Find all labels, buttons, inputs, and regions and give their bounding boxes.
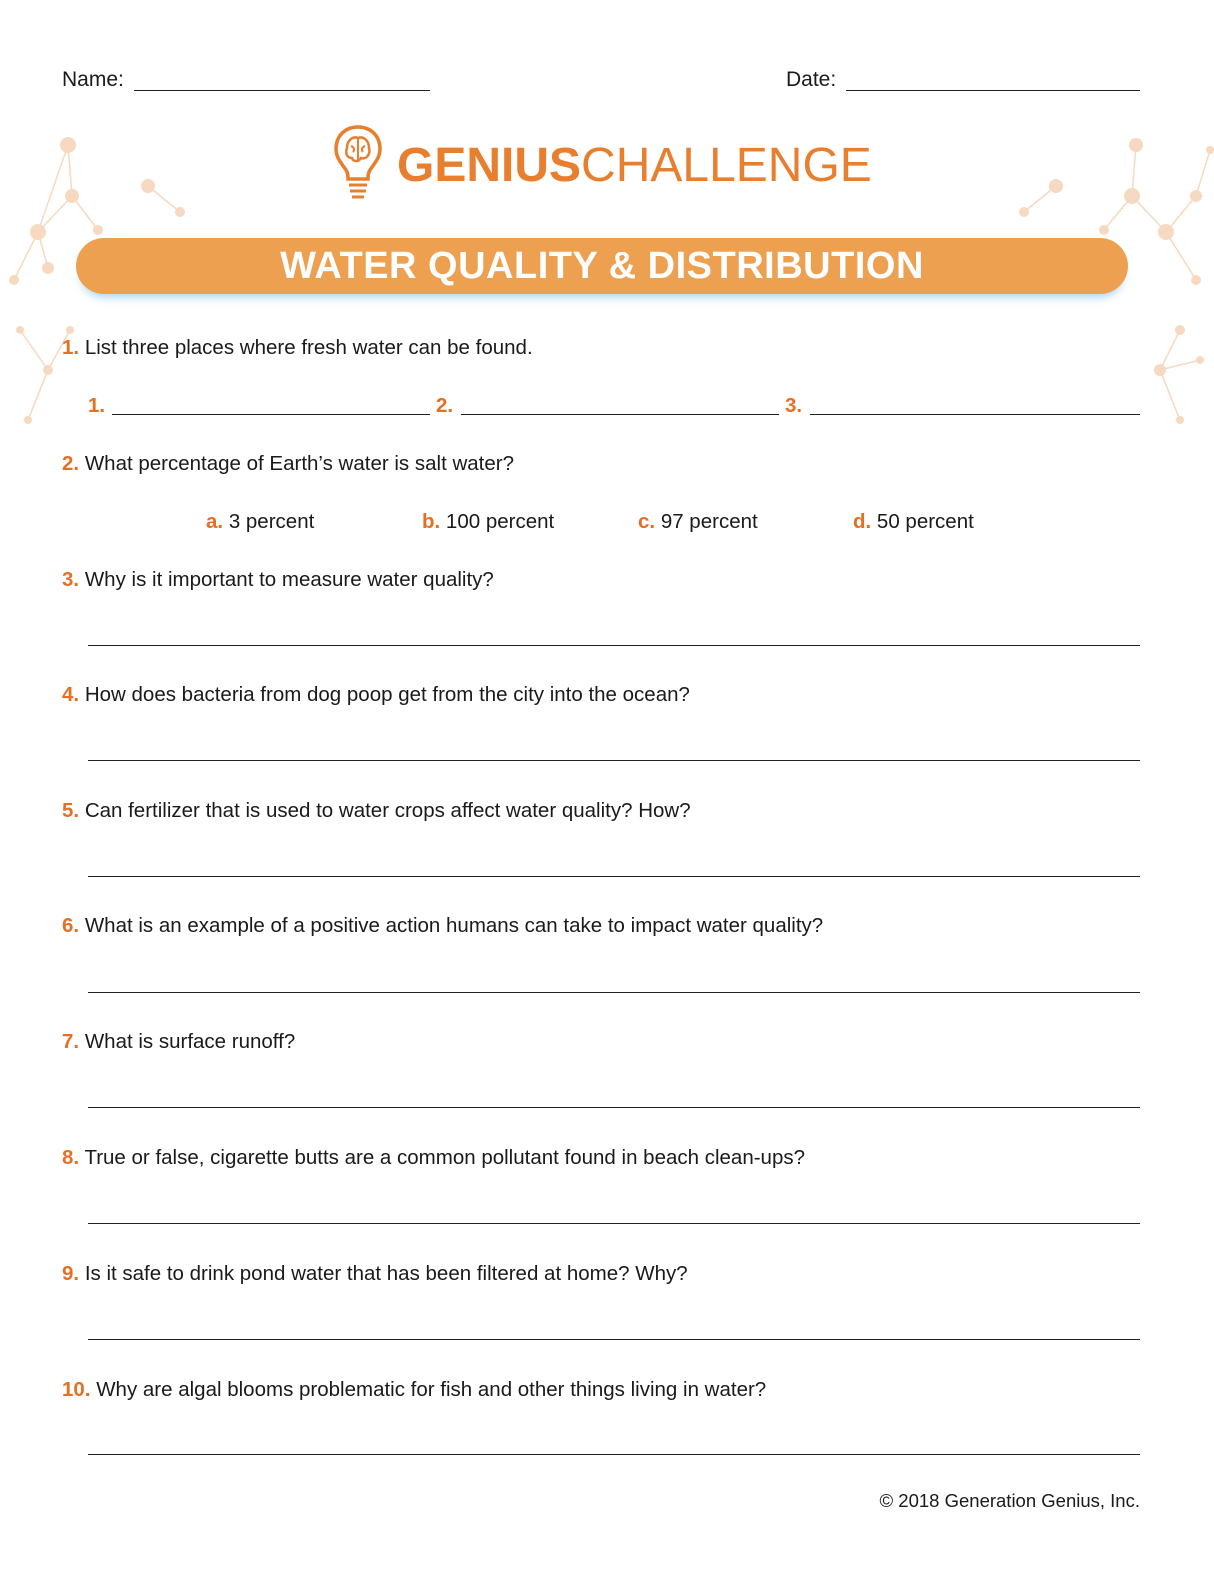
option-letter: c. (638, 510, 656, 533)
question-number: 3. (62, 568, 80, 591)
question-2 (62, 452, 514, 476)
lightbulb-brain-icon (333, 124, 383, 204)
question-number: 9. (62, 1262, 80, 1285)
question-number: 7. (62, 1030, 80, 1053)
question-text: True or false, cigarette butts are a common pollutant found in beach clean-ups? (84, 1146, 806, 1169)
question-text: Why is it important to measure water quality? (84, 568, 494, 591)
question-text: What is an example of a positive action humans can take to impact water quality? (84, 914, 824, 937)
question-10 (62, 1378, 766, 1402)
title-banner: WATER QUALITY & DISTRIBUTION (76, 238, 1128, 294)
answer-line-5[interactable] (88, 876, 1140, 877)
date-field[interactable] (846, 90, 1140, 91)
answer-line-3[interactable] (88, 645, 1140, 646)
blank-3-field[interactable] (810, 414, 1140, 415)
question-number: 6. (62, 914, 80, 937)
question-number: 8. (62, 1146, 80, 1169)
answer-line-4[interactable] (88, 760, 1140, 761)
question-text: What is surface runoff? (84, 1030, 296, 1053)
question-6 (62, 914, 823, 938)
blank-1-field[interactable] (112, 414, 430, 415)
answer-line-10[interactable] (88, 1454, 1140, 1455)
question-number: 4. (62, 683, 80, 706)
question-number: 1. (62, 336, 80, 359)
question-number: 10. (62, 1378, 91, 1401)
option-a[interactable] (206, 510, 314, 534)
answer-line-8[interactable] (88, 1223, 1140, 1224)
question-number: 2. (62, 452, 80, 475)
option-letter: a. (206, 510, 224, 533)
blank-3-number: 3. (785, 394, 803, 417)
question-3 (62, 568, 494, 592)
question-7 (62, 1030, 295, 1054)
question-text: How does bacteria from dog poop get from the city into the ocean? (84, 683, 690, 706)
answer-line-9[interactable] (88, 1339, 1140, 1340)
option-letter: b. (422, 510, 441, 533)
date-label: Date: (786, 68, 837, 91)
answer-line-7[interactable] (88, 1107, 1140, 1108)
option-text: 50 percent (876, 510, 974, 533)
name-field[interactable] (134, 90, 430, 91)
question-text: What percentage of Earth’s water is salt water? (84, 452, 515, 475)
blank-2-field[interactable] (461, 414, 779, 415)
option-b[interactable] (422, 510, 554, 534)
option-text: 3 percent (228, 510, 315, 533)
logo-text-light: CHALLENGE (581, 139, 872, 192)
question-text: Is it safe to drink pond water that has been filtered at home? Why? (84, 1262, 688, 1285)
option-text: 97 percent (660, 510, 758, 533)
question-text: Can fertilizer that is used to water crops affect water quality? How? (84, 799, 691, 822)
copyright-footer: © 2018 Generation Genius, Inc. (879, 1490, 1140, 1511)
question-number: 5. (62, 799, 80, 822)
question-4 (62, 683, 690, 707)
question-9 (62, 1262, 688, 1286)
question-text: List three places where fresh water can be found. (84, 336, 533, 359)
question-text: Why are algal blooms problematic for fish and other things living in water? (96, 1378, 767, 1401)
question-5 (62, 799, 691, 823)
logo-text-bold: GENIUS (397, 139, 582, 192)
option-letter: d. (853, 510, 872, 533)
blank-1-number: 1. (88, 394, 106, 417)
option-c[interactable] (638, 510, 758, 534)
option-d[interactable] (853, 510, 974, 534)
answer-line-6[interactable] (88, 992, 1140, 993)
question-1 (62, 336, 533, 360)
name-label: Name: (62, 68, 124, 91)
option-text: 100 percent (445, 510, 555, 533)
blank-2-number: 2. (436, 394, 454, 417)
question-8 (62, 1146, 805, 1170)
